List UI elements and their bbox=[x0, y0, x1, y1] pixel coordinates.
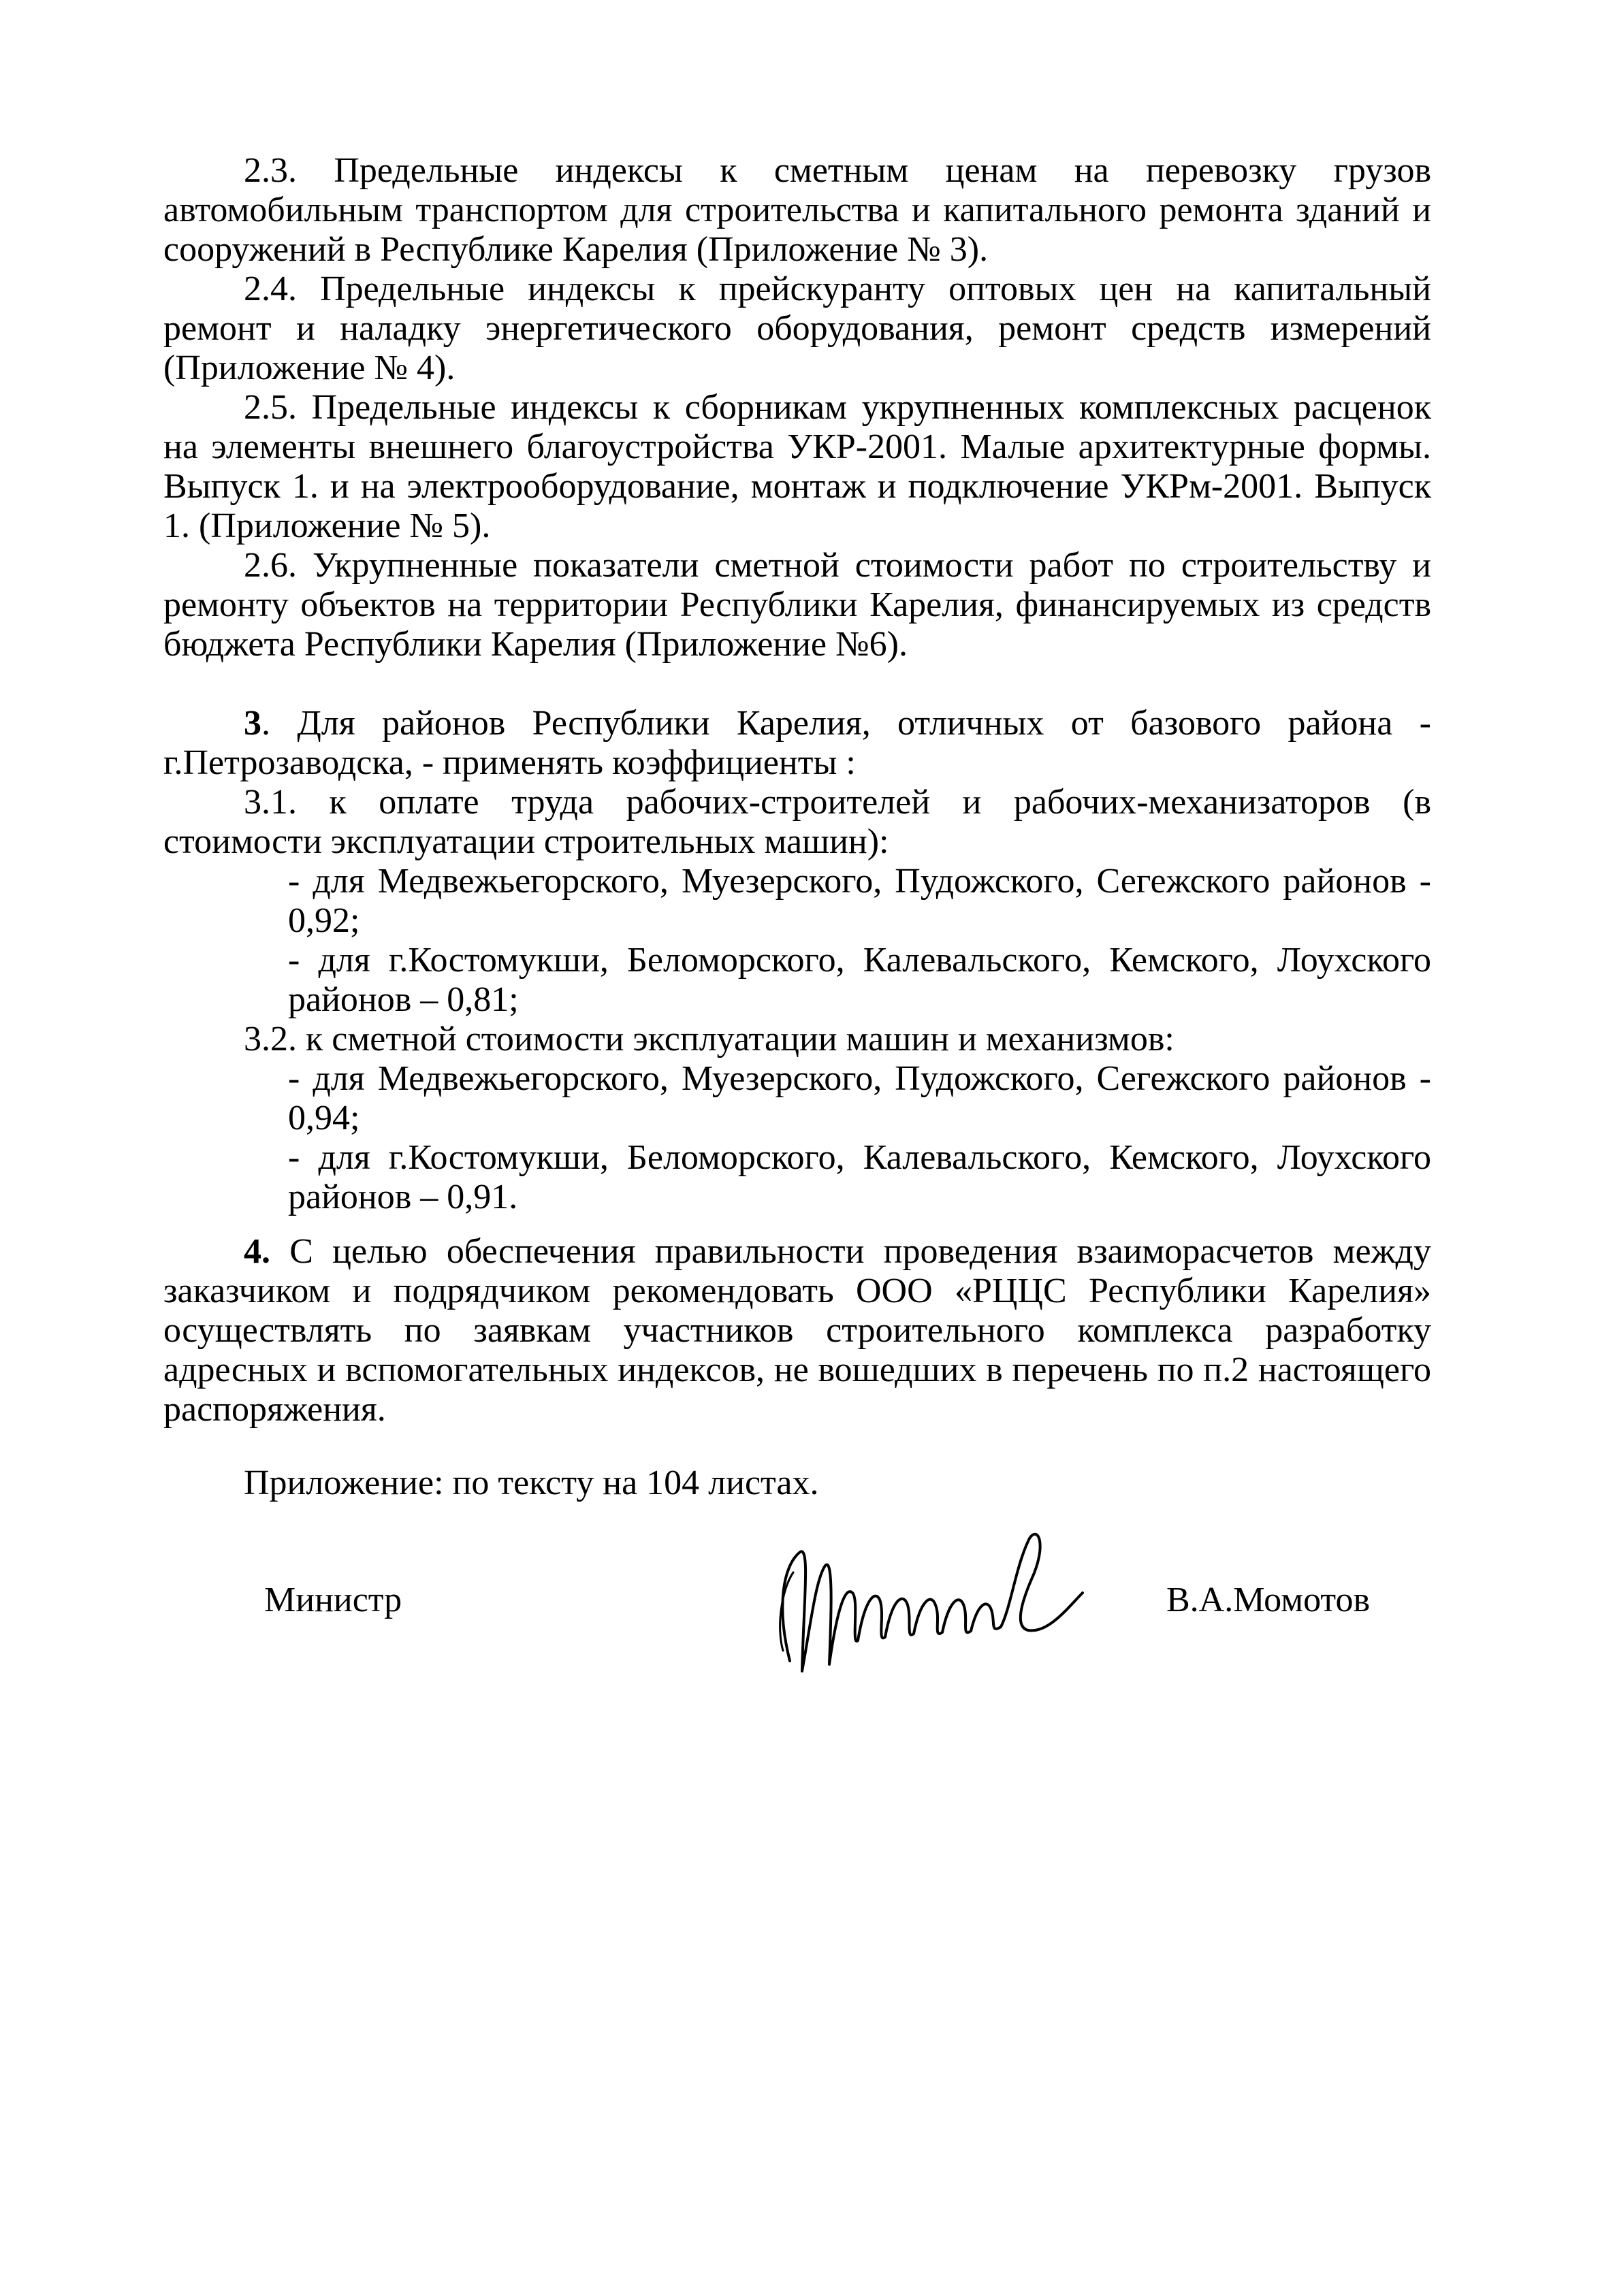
paragraph-gap bbox=[163, 1217, 1431, 1232]
appendix-note: Приложение: по тексту на 104 листах. bbox=[244, 1464, 819, 1502]
signatory-name: В.А.Момотов bbox=[1166, 1581, 1370, 1619]
document-body bbox=[163, 151, 1431, 1429]
paragraph-3-number: 3 bbox=[244, 704, 261, 743]
paragraph-3-2-item-b: - для г.Костомукши, Беломорского, Калевальского, Кемского, Лоухского районов – 0,91. bbox=[288, 1138, 1431, 1216]
paragraph-4-number: 4. bbox=[244, 1232, 270, 1271]
paragraph-3-1-item-a: - для Медвежьегорского, Муезерского, Пудожского, Сегежского районов - 0,92; bbox=[288, 862, 1431, 940]
paragraph-2-3: 2.3. Предельные индексы к сметным ценам на перевозку грузов автомобильным транспортом для строительства и капитального ремонта зданий и сооружений в Республике Карелия (Приложение № 3). bbox=[163, 151, 1431, 269]
handwritten-signature bbox=[763, 1525, 1089, 1688]
paragraph-2-5: 2.5. Предельные индексы к сборникам укрупненных комплексных расценок на элементы внешнего благоустройства УКР-2001. Малые архитектурные формы. Выпуск 1. и на электрооборудование, монтаж и подключение УКРм-2001. Выпуск 1. (Приложение № 5). bbox=[163, 388, 1431, 545]
paragraph-2-6: 2.6. Укрупненные показатели сметной стоимости работ по строительству и ремонту объектов на территории Республики Карелия, финансируемых из средств бюджета Республики Карелия (Приложение №6). bbox=[163, 546, 1431, 664]
paragraph-3-2: 3.2. к сметной стоимости эксплуатации машин и механизмов: bbox=[244, 1020, 1174, 1058]
signatory-title: Министр bbox=[264, 1581, 402, 1619]
signature-block bbox=[0, 1525, 1598, 1688]
paragraph-gap bbox=[163, 664, 1431, 704]
paragraph-4 bbox=[163, 1232, 1431, 1429]
paragraph-3-text: . Для районов Республики Карелия, отличных от базового района - г.Петрозаводска, - применять коэффициенты : bbox=[163, 704, 1431, 782]
paragraph-3 bbox=[163, 704, 1431, 783]
paragraph-3-1: 3.1. к оплате труда рабочих-строителей и рабочих-механизаторов (в стоимости эксплуатации строительных машин): bbox=[163, 783, 1431, 861]
paragraph-3-2-item-a: - для Медвежьегорского, Муезерского, Пудожского, Сегежского районов - 0,94; bbox=[288, 1059, 1431, 1137]
paragraph-4-text: С целью обеспечения правильности проведения взаиморасчетов между заказчиком и подрядчиком рекомендовать ООО «РЦЦС Республики Карелия» осуществлять по заявкам участников строительного комплекса разработку адресных и вспомогательных индексов, не вошедших в перечень по п.2 настоящего распоряжения. bbox=[163, 1232, 1431, 1429]
paragraph-2-4: 2.4. Предельные индексы к прейскуранту оптовых цен на капитальный ремонт и наладку энергетического оборудования, ремонт средств измерений (Приложение № 4). bbox=[163, 270, 1431, 387]
paragraph-3-1-item-b: - для г.Костомукши, Беломорского, Калевальского, Кемского, Лоухского районов – 0,81; bbox=[288, 941, 1431, 1019]
